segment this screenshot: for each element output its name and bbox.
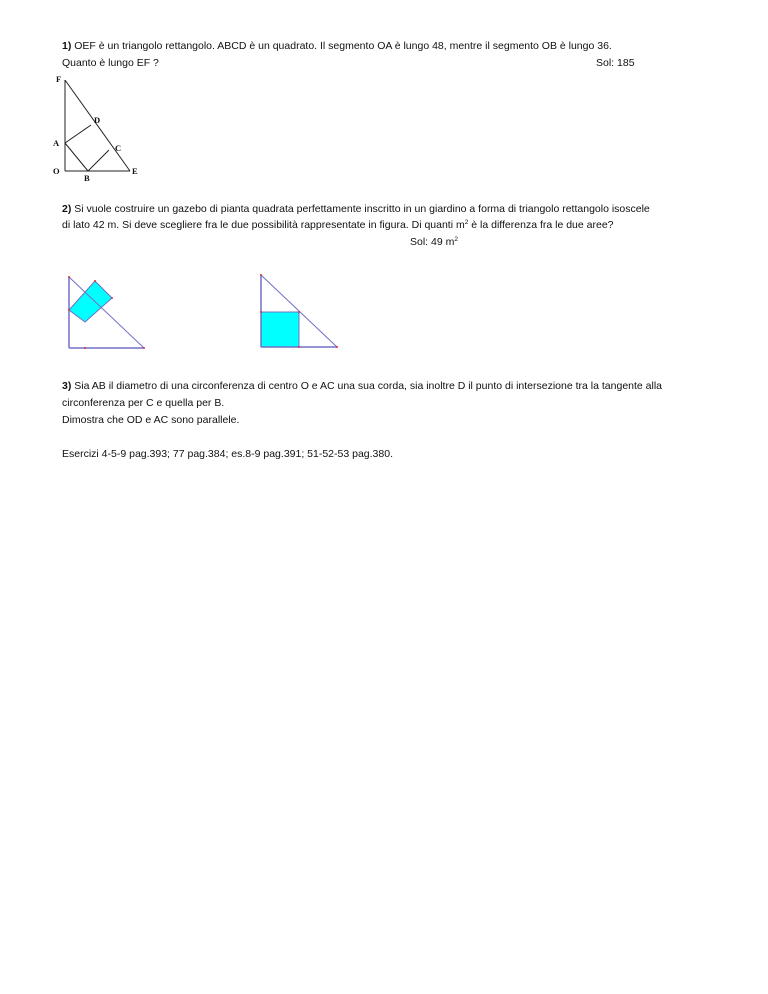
problem-1-number: 1) — [62, 40, 72, 52]
vertex-dot — [68, 309, 70, 311]
problem-2-line-2 — [62, 219, 614, 231]
problem-1-figure — [48, 72, 158, 182]
label-O: O — [53, 166, 60, 176]
vertex-dot — [298, 311, 300, 313]
label-E: E — [132, 166, 138, 176]
problem-1-solution: Sol: 185 — [596, 57, 635, 69]
segment-AD — [65, 125, 91, 143]
vertex-dot — [84, 347, 86, 349]
exercises-reference: Esercizi 4-5-9 pag.393; 77 pag.384; es.8-9 pag.391; 51-52-53 pag.380. — [62, 448, 393, 460]
vertex-dot — [298, 346, 300, 348]
vertex-dot — [94, 280, 96, 282]
problem-2-text-1: Si vuole costruire un gazebo di pianta quadrata perfettamente inscritto in un giardino a forma di triangolo rettangolo isoscele — [74, 203, 650, 215]
vertex-dot — [111, 297, 113, 299]
problem-3-text-2: circonferenza per C e quella per B. — [62, 397, 225, 409]
label-C: C — [115, 143, 122, 153]
rotated-square — [69, 281, 112, 322]
problem-2-sup: 2 — [464, 219, 469, 226]
problem-2-text-3: è la differenza fra le due aree? — [468, 219, 614, 231]
problem-2-figure-2 — [255, 270, 355, 355]
problem-1-line-1 — [62, 40, 612, 52]
aligned-square — [261, 312, 299, 347]
problem-2-solution — [410, 236, 458, 248]
segment-BC — [88, 150, 109, 171]
problem-1-text-2: Quanto è lungo EF ? — [62, 57, 159, 69]
vertex-dot — [143, 347, 145, 349]
label-B: B — [84, 173, 90, 182]
problem-3-text-3: Dimostra che OD e AC sono parallele. — [62, 414, 240, 426]
label-A: A — [53, 138, 60, 148]
problem-2-figure-1 — [60, 270, 160, 355]
segment-AB — [65, 143, 88, 171]
problem-2-solution-sup: 2 — [454, 236, 458, 243]
problem-2-solution-text: Sol: 49 m — [410, 236, 455, 248]
problem-2-line-1 — [62, 203, 650, 215]
label-D: D — [94, 115, 101, 125]
vertex-dot — [68, 276, 70, 278]
label-F: F — [56, 74, 62, 84]
problem-3-text-1: Sia AB il diametro di una circonferenza di centro O e AC una sua corda, sia inoltre D il punto di intersezione tra la tangente alla — [74, 380, 663, 392]
segment-FE — [65, 80, 130, 171]
problem-3-number: 3) — [62, 380, 72, 392]
problem-2-text-2: di lato 42 m. Si deve scegliere fra le due possibilità rappresentate in figura. Di quanti m — [62, 219, 465, 231]
problem-1-text-1: OEF è un triangolo rettangolo. ABCD è un quadrato. Il segmento OA è lungo 48, mentre il segmento OB è lungo 36. — [74, 40, 612, 52]
vertex-dot — [260, 274, 262, 276]
vertex-dot — [336, 346, 338, 348]
problem-2-number: 2) — [62, 203, 72, 215]
problem-3-line-1 — [62, 380, 662, 392]
vertex-dot — [260, 311, 262, 313]
